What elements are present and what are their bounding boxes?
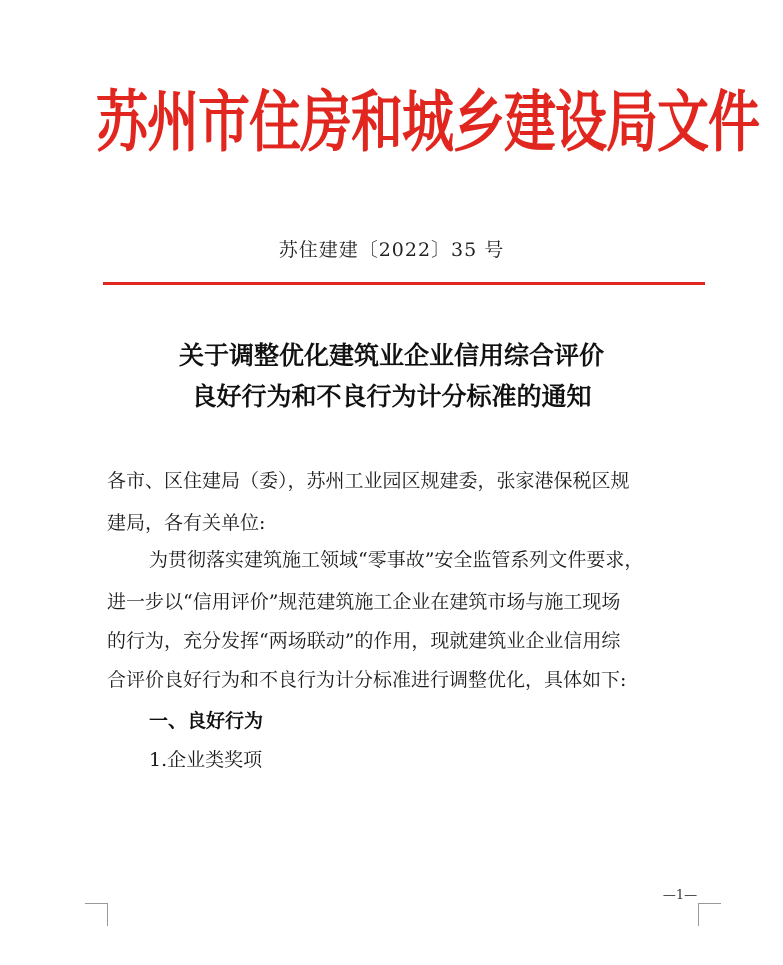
addressee-line-2: 建局，各有关单位: bbox=[107, 512, 266, 534]
section-heading: 一、良好行为 bbox=[149, 710, 264, 732]
masthead-title: 苏州市住房和城乡建设局文件 bbox=[96, 83, 760, 162]
notice-title-line-2: 良好行为和不良行为计分标准的通知 bbox=[191, 382, 592, 411]
notice-title-line-1: 关于调整优化建筑业企业信用综合评价 bbox=[178, 341, 604, 370]
crop-mark-right bbox=[698, 903, 721, 926]
list-item: 1.企业类奖项 bbox=[149, 749, 263, 771]
crop-mark-left bbox=[85, 903, 108, 926]
paragraph-line-4: 合评价良好行为和不良行为计分标准进行调整优化，具体如下: bbox=[107, 669, 627, 691]
page-number: —1— bbox=[662, 888, 698, 903]
addressee-line-1: 各市、区住建局（委），苏州工业园区规建委，张家港保税区规 bbox=[107, 470, 630, 492]
red-separator-line bbox=[103, 282, 705, 285]
document-number: 苏住建建〔2022〕35 号 bbox=[278, 239, 505, 261]
paragraph-line-3: 的行为，充分发挥“两场联动”的作用，现就建筑业企业信用综 bbox=[107, 630, 621, 652]
paragraph-line-1: 为贯彻落实建筑施工领域“零事故”安全监管系列文件要求， bbox=[149, 549, 644, 571]
paragraph-line-2: 进一步以“信用评价”规范建筑施工企业在建筑市场与施工现场 bbox=[107, 591, 621, 613]
